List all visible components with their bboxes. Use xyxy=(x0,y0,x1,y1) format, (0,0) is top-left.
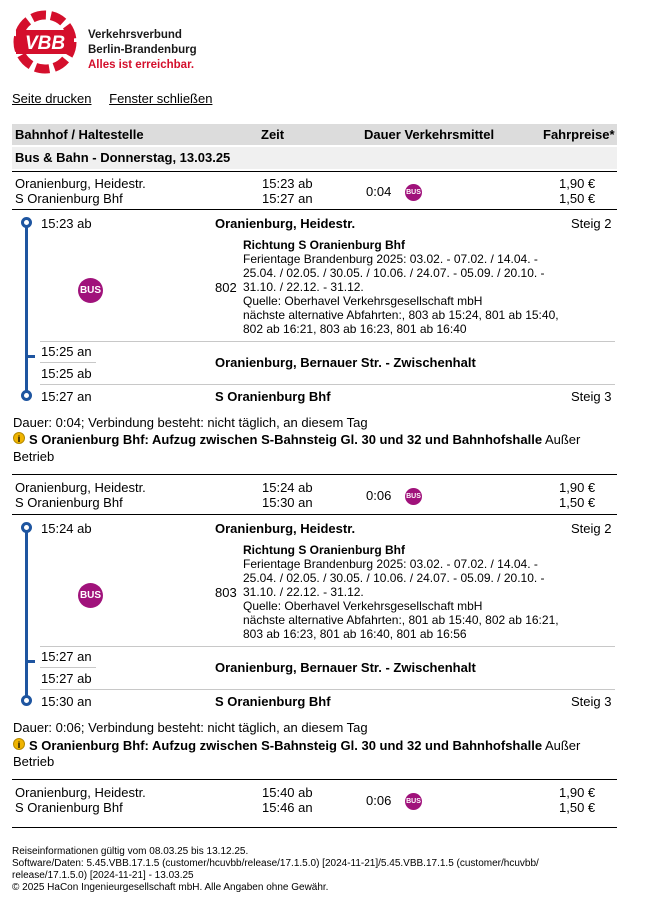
stop1-name: Oranienburg, Heidestr. xyxy=(215,216,356,231)
info-line: Quelle: Oberhavel Verkehrsgesellschaft mbH xyxy=(243,599,483,613)
journey-info xyxy=(243,543,559,641)
divider xyxy=(12,474,617,475)
fare-regular: 1,90 € xyxy=(559,176,596,191)
connection-row-2[interactable] xyxy=(12,478,617,512)
logo-text: VBB xyxy=(24,33,66,54)
brand-name-line1: Verkehrsverbund xyxy=(88,29,182,41)
from-station: Oranienburg, Heidestr. xyxy=(15,785,146,800)
stop2-arrival: 15:27 an xyxy=(41,649,92,664)
stop1-time: 15:23 ab xyxy=(41,216,92,231)
notice-bold: S Oranienburg Bhf: Aufzug zwischen S-Bahnsteig Gl. 30 und 32 und Bahnhofshalle xyxy=(29,738,543,753)
divider xyxy=(12,779,617,780)
direction: Richtung S Oranienburg Bhf xyxy=(243,543,405,557)
departure-time: 15:23 ab xyxy=(262,176,313,191)
divider xyxy=(40,689,615,690)
stop3-time: 15:30 an xyxy=(41,694,92,709)
stop1-time: 15:24 ab xyxy=(41,521,92,536)
from-station: Oranienburg, Heidestr. xyxy=(15,176,146,191)
route-stop-marker xyxy=(21,695,32,706)
info-line: 31.10. / 22.12. - 31.12. xyxy=(243,585,364,599)
duration: 0:06 xyxy=(366,793,392,808)
divider xyxy=(40,362,96,363)
direction: Richtung S Oranienburg Bhf xyxy=(243,238,405,252)
duration: 0:04 xyxy=(366,184,392,199)
divider xyxy=(40,667,96,668)
fare-reduced: 1,50 € xyxy=(559,191,596,206)
departure-time: 15:40 ab xyxy=(262,785,313,800)
route-stop-marker xyxy=(21,522,32,533)
stop3-name: S Oranienburg Bhf xyxy=(215,694,331,709)
route-stop-marker xyxy=(21,217,32,228)
info-line: 25.04. / 02.05. / 30.05. / 10.06. / 24.07. - 05.09. / 20.10. - xyxy=(243,266,545,280)
arrival-time: 15:27 an xyxy=(262,191,313,206)
footer xyxy=(12,846,539,894)
notice xyxy=(29,432,580,448)
info-line: Ferientage Brandenburg 2025: 03.02. - 07.02. / 14.04. - xyxy=(243,557,538,571)
vbb-logo xyxy=(12,8,78,76)
connection-summary: Dauer: 0:04; Verbindung besteht: nicht täglich, an diesem Tag xyxy=(13,415,368,430)
stop3-platform: Steig 3 xyxy=(571,389,612,404)
notice-rest: Außer xyxy=(544,432,581,447)
info-line: 31.10. / 22.12. - 31.12. xyxy=(243,280,364,294)
connection-row-1[interactable] xyxy=(12,174,617,208)
to-station: S Oranienburg Bhf xyxy=(15,191,123,206)
stop2-name: Oranienburg, Bernauer Str. - Zwischenhalt xyxy=(215,660,476,675)
brand-name xyxy=(88,28,197,73)
stop3-platform: Steig 3 xyxy=(571,694,612,709)
info-line: nächste alternative Abfahrten:, 803 ab 15:24, 801 ab 15:40, xyxy=(243,308,559,322)
divider xyxy=(40,384,615,385)
connection-row-3[interactable] xyxy=(12,783,617,817)
route-line xyxy=(25,527,28,703)
info-warning-icon: i xyxy=(13,432,25,444)
connection-detail-1 xyxy=(0,210,657,410)
to-station: S Oranienburg Bhf xyxy=(15,495,123,510)
journey-info xyxy=(243,238,559,336)
route-stop-marker xyxy=(21,390,32,401)
divider xyxy=(40,341,615,342)
info-line: 802 ab 16:21, 803 ab 16:23, 801 ab 16:40 xyxy=(243,322,467,336)
info-warning-icon: i xyxy=(13,738,25,750)
to-station: S Oranienburg Bhf xyxy=(15,800,123,815)
departure-time: 15:24 ab xyxy=(262,480,313,495)
route-stop-tick xyxy=(25,355,35,358)
header-station: Bahnhof / Haltestelle xyxy=(15,127,144,142)
brand-name-line2: Berlin-Brandenburg xyxy=(88,44,197,56)
notice-continuation: Betrieb xyxy=(13,754,55,769)
divider xyxy=(40,646,615,647)
bus-icon: BUS xyxy=(405,793,422,810)
fare-reduced: 1,50 € xyxy=(559,495,596,510)
line-number: 802 xyxy=(215,280,237,295)
duration: 0:06 xyxy=(366,488,392,503)
notice-continuation: Betrieb xyxy=(13,449,55,464)
info-line: Quelle: Oberhavel Verkehrsgesellschaft mbH xyxy=(243,294,483,308)
header-time: Zeit xyxy=(261,127,285,142)
stop3-name: S Oranienburg Bhf xyxy=(215,389,331,404)
notice xyxy=(29,738,580,754)
bus-icon: BUS xyxy=(405,184,422,201)
info-line: 803 ab 16:23, 801 ab 16:40, 801 ab 16:56 xyxy=(243,627,467,641)
info-line: Ferientage Brandenburg 2025: 03.02. - 07.02. / 14.04. - xyxy=(243,252,538,266)
fare-reduced: 1,50 € xyxy=(559,800,596,815)
stop2-departure: 15:25 ab xyxy=(41,366,92,381)
info-line: nächste alternative Abfahrten:, 801 ab 15:40, 802 ab 16:21, xyxy=(243,613,559,627)
notice-rest: Außer xyxy=(544,738,581,753)
route-line xyxy=(25,222,28,398)
software-info: Software/Daten: 5.45.VBB.17.1.5 (customer/hcuvbb/release/17.1.5.0) [2024-11-21]/5.45.VBB.17.1.5 (customer/hcuvbb/ xyxy=(12,858,539,869)
close-window-link[interactable]: Fenster schließen xyxy=(109,91,213,106)
divider xyxy=(12,827,617,828)
table-header xyxy=(12,124,617,145)
header-duration-transport: Dauer Verkehrsmittel xyxy=(364,127,495,142)
arrival-time: 15:46 an xyxy=(262,800,313,815)
connection-detail-2 xyxy=(0,515,657,715)
stop1-platform: Steig 2 xyxy=(571,216,612,231)
info-line: 25.04. / 02.05. / 30.05. / 10.06. / 24.07. - 05.09. / 20.10. - xyxy=(243,571,545,585)
validity-info: Reiseinformationen gültig vom 08.03.25 bis 13.12.25. xyxy=(12,846,249,857)
arrival-time: 15:30 an xyxy=(262,495,313,510)
line-number: 803 xyxy=(215,585,237,600)
top-links xyxy=(12,91,212,106)
print-link[interactable]: Seite drucken xyxy=(12,91,92,106)
brand-slogan: Alles ist erreichbar. xyxy=(88,59,195,71)
copyright: © 2025 HaCon Ingenieurgesellschaft mbH. Alle Angaben ohne Gewähr. xyxy=(12,882,329,893)
notice-bold: S Oranienburg Bhf: Aufzug zwischen S-Bahnsteig Gl. 30 und 32 und Bahnhofshalle xyxy=(29,432,543,447)
fare-regular: 1,90 € xyxy=(559,785,596,800)
fare-regular: 1,90 € xyxy=(559,480,596,495)
divider xyxy=(12,171,617,172)
header-fares: Fahrpreise* xyxy=(543,127,615,142)
stop2-arrival: 15:25 an xyxy=(41,344,92,359)
route-stop-tick xyxy=(25,660,35,663)
section-title: Bus & Bahn - Donnerstag, 13.03.25 xyxy=(12,147,617,169)
bus-icon: BUS xyxy=(405,488,422,505)
stop1-name: Oranienburg, Heidestr. xyxy=(215,521,356,536)
connection-summary: Dauer: 0:06; Verbindung besteht: nicht täglich, an diesem Tag xyxy=(13,720,368,735)
stop3-time: 15:27 an xyxy=(41,389,92,404)
bus-icon: BUS xyxy=(78,583,103,608)
bus-icon: BUS xyxy=(78,278,103,303)
software-info: release/17.1.5.0) [2024-11-21] - 13.03.25 xyxy=(12,870,194,881)
from-station: Oranienburg, Heidestr. xyxy=(15,480,146,495)
stop2-departure: 15:27 ab xyxy=(41,671,92,686)
stop1-platform: Steig 2 xyxy=(571,521,612,536)
stop2-name: Oranienburg, Bernauer Str. - Zwischenhalt xyxy=(215,355,476,370)
